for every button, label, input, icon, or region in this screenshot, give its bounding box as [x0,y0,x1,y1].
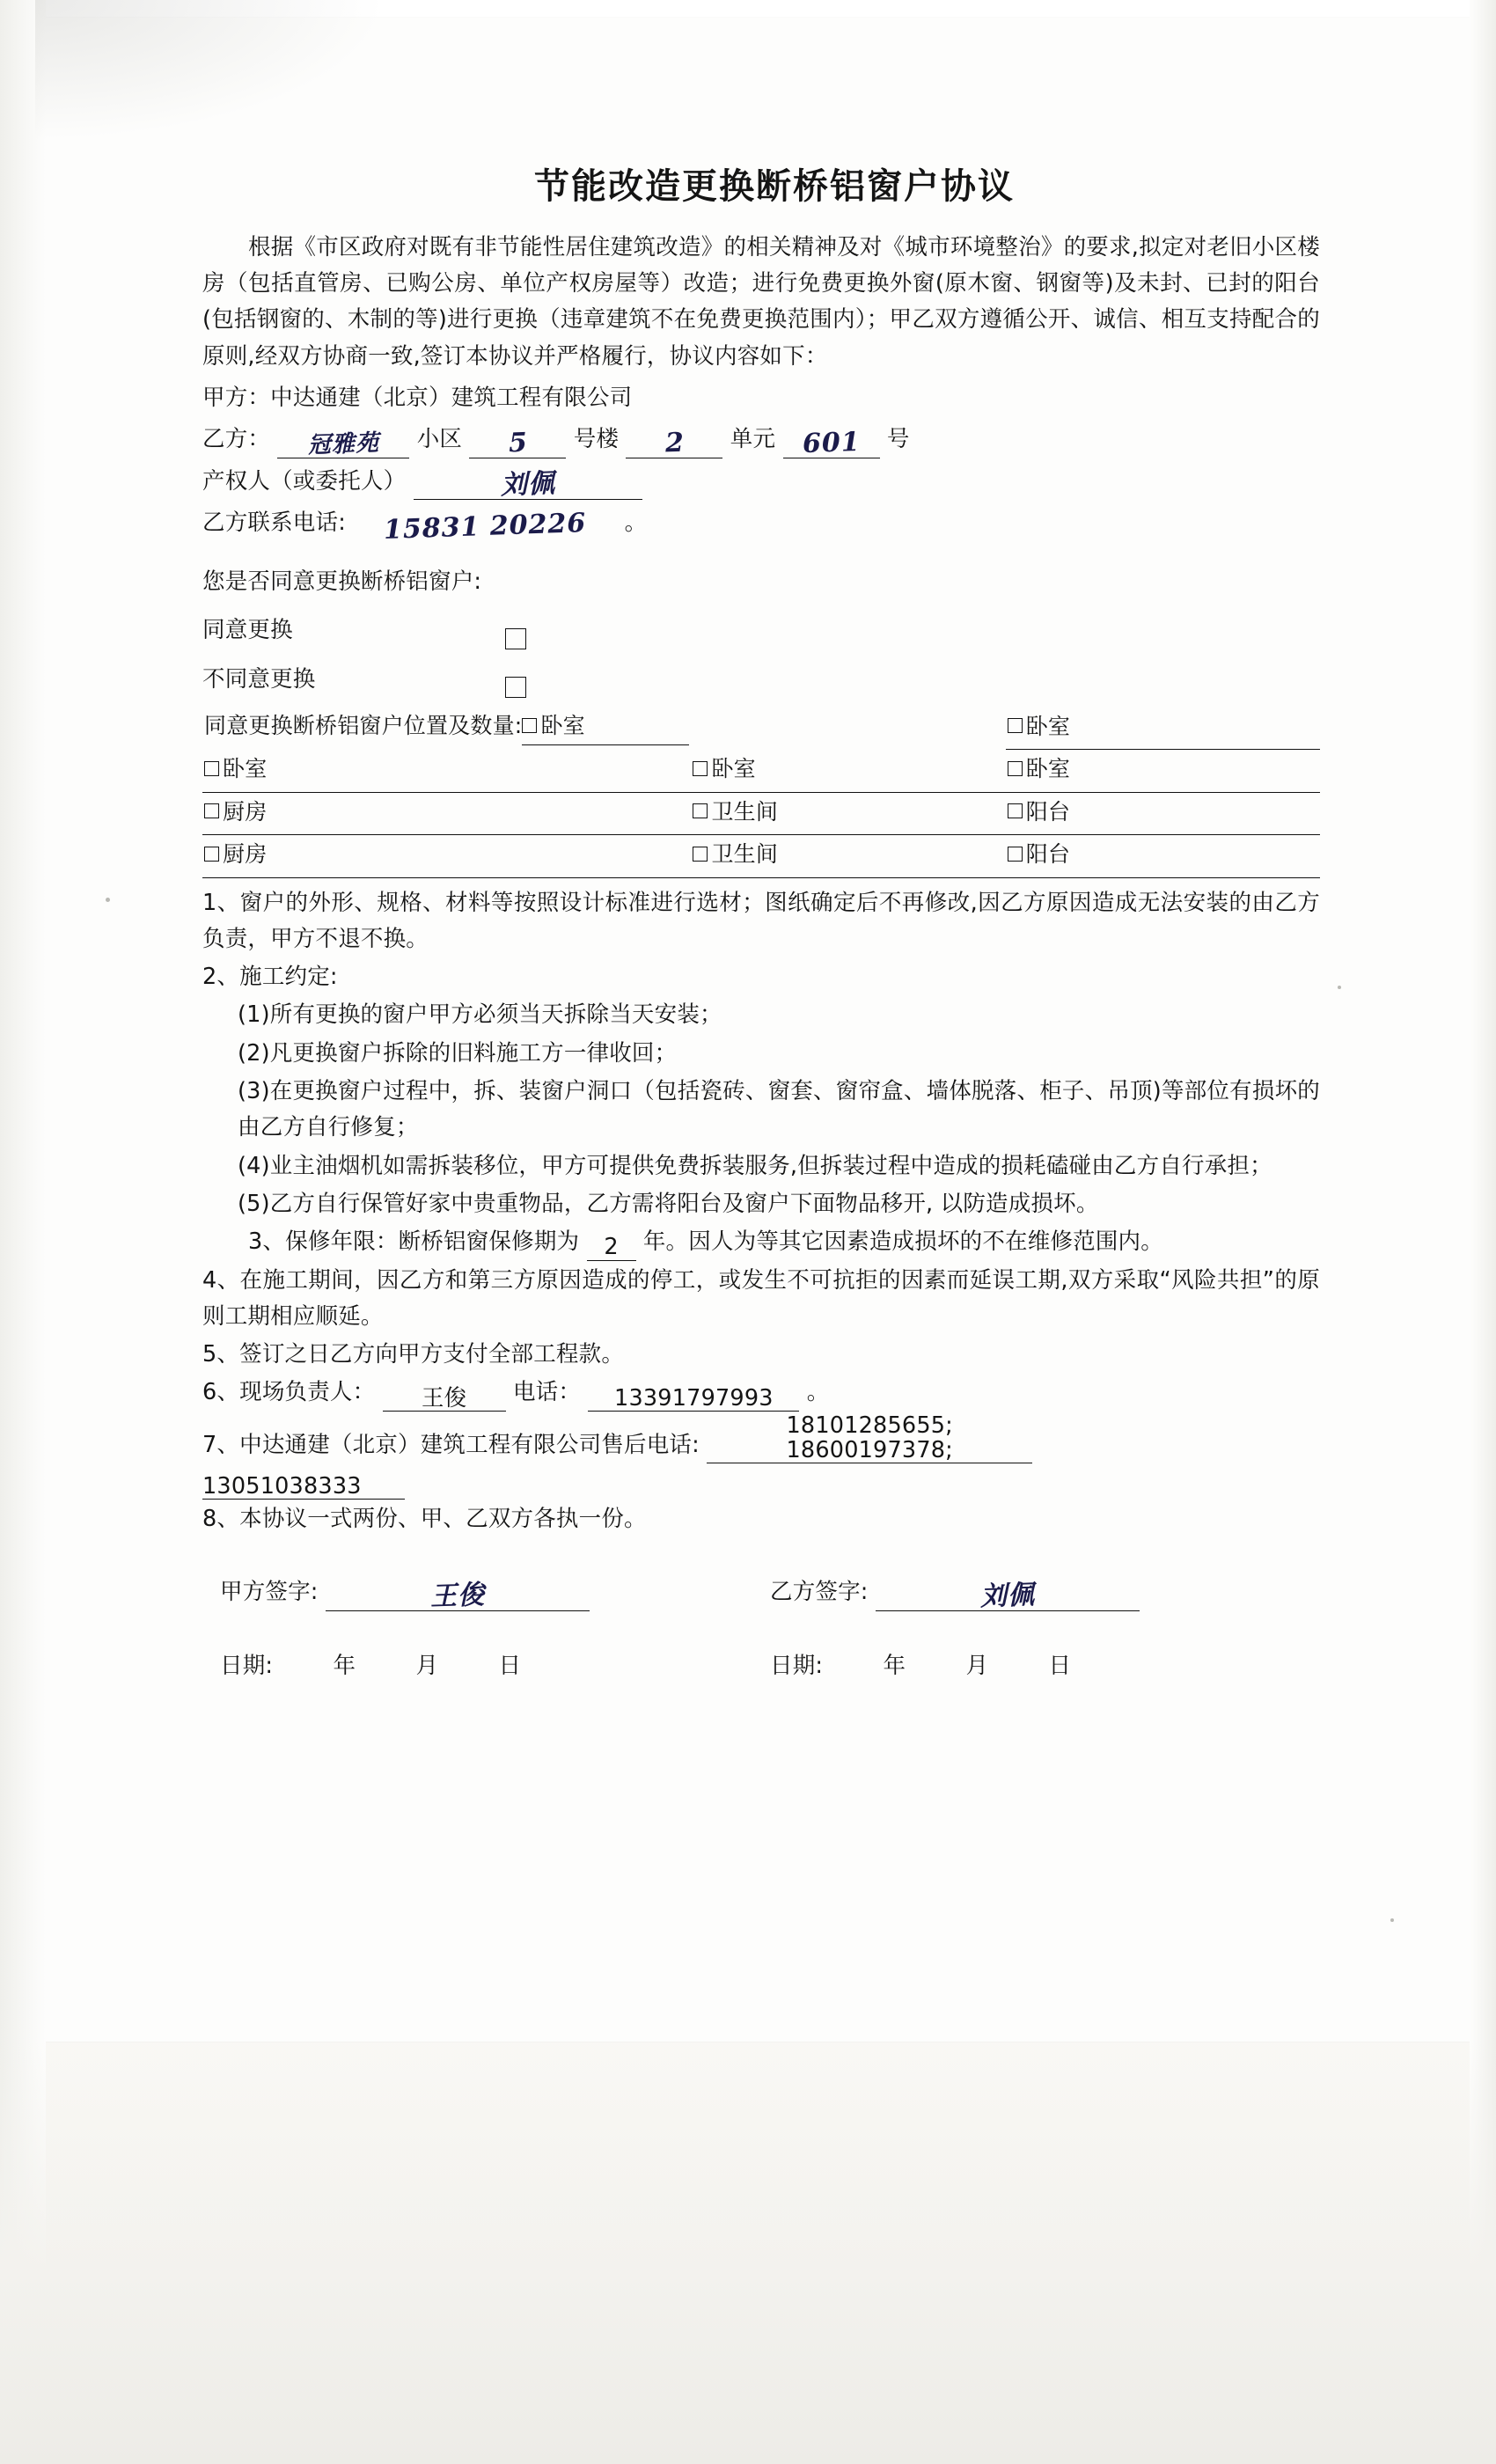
table-row [202,750,1320,793]
phone-line [202,505,1320,546]
room-cell-2-2[interactable]: 阳台 [1006,792,1320,835]
agree-label: 同意更换 [202,617,293,644]
party-b-date-month: 月 [965,1652,989,1679]
checkbox-icon[interactable] [204,803,219,818]
room-field[interactable]: 601 [783,429,880,458]
scan-shadow [35,0,387,141]
site-manager-phone-field[interactable]: 13391797993 [588,1386,799,1412]
clause-2-4: (4)业主油烟机如需拆装移位，甲方可提供免费拆装服务,但拆装过程中造成的损耗磕碰由乙方自行承担； [238,1152,1272,1179]
room-suffix: 号 [886,426,910,453]
clause-8: 8、本协议一式两份、甲、乙双方各执一份。 [202,1506,647,1533]
agree-option-row[interactable] [202,612,1320,649]
owner-line [202,464,1320,500]
warranty-years-field[interactable]: 2 [587,1235,636,1260]
agree-checkbox[interactable] [505,628,526,649]
party-b-line [202,422,1320,458]
clause-2-3: (3)在更换窗户过程中，拆、装窗户洞口（包括瓷砖、窗套、窗帘盒、墙体脱落、柜子、吊顶)等部位有损坏的由乙方自行修复； [238,1078,1320,1141]
party-b-date [770,1648,1320,1684]
party-b-date-year: 年 [883,1652,906,1679]
party-a-date-month: 月 [415,1652,439,1679]
building-field[interactable]: 5 [469,429,566,458]
clause-1: 1、窗户的外形、规格、材料等按照设计标准进行选材；图纸确定后不再修改,因乙方原因造成无法安装的由乙方负责，甲方不退不换。 [202,889,1320,952]
party-a-date-year: 年 [333,1652,356,1679]
checkbox-icon[interactable] [1008,761,1023,776]
date-row [202,1648,1320,1684]
owner-label: 产权人（或委托人） [202,467,407,495]
disagree-checkbox[interactable] [505,677,526,698]
room-cell-3-1[interactable]: 卫生间 [691,835,1005,878]
scan-speck [106,898,110,902]
document-body [202,158,1320,1684]
site-manager-field[interactable]: 王俊 [383,1386,506,1412]
party-b-signature [770,1574,1320,1610]
party-b-sign-label: 乙方签字: [770,1579,869,1606]
party-a-date [220,1648,770,1684]
room-cell-0-2[interactable]: 卧室 [1006,707,1320,750]
clause-3-suffix: 年。因人为等其它因素造成损坏的不在维修范围内。 [642,1228,1163,1256]
clause-4: 4、在施工期间，因乙方和第三方原因造成的停工，或发生不可抗拒的因素而延误工期,双方采取“风险共担”的原则工期相应顺延。 [202,1266,1320,1330]
page-title: 节能改造更换断桥铝窗户协议 [534,166,1015,207]
room-cell-0-0[interactable]: 卧室 [522,708,689,745]
clause-5: 5、签订之日乙方向甲方支付全部工程款。 [202,1341,625,1368]
clause-6-prefix: 6、现场负责人： [202,1379,376,1406]
owner-field[interactable]: 刘佩 [414,470,642,500]
table-row [202,707,1320,750]
party-b-date-day: 日 [1048,1652,1072,1679]
checkbox-icon[interactable] [204,847,219,862]
community-field[interactable]: 冠雅苑 [277,432,409,458]
party-b-sign-field[interactable]: 刘佩 [876,1581,1140,1611]
scan-edge-bottom [0,2042,1496,2464]
clause-6-phone-label: 电话： [512,1379,582,1406]
disagree-label: 不同意更换 [202,665,316,693]
clause-6 [202,1375,1320,1411]
rooms-header-label: 同意更换断桥铝窗户位置及数量: [204,713,523,739]
room-cell-2-1[interactable]: 卫生间 [691,792,1005,835]
unit-field[interactable]: 2 [626,429,722,458]
clause-2-2: (2)凡更换窗户拆除的旧料施工方一律收回； [238,1039,678,1067]
phone-field[interactable]: 15831 20226 [383,508,587,546]
checkbox-icon[interactable] [204,761,219,776]
aftersales-phones-line1[interactable]: 18101285655; 18600197378; [707,1413,1032,1463]
room-cell-1-0[interactable]: 卧室 [202,750,691,793]
table-row [202,792,1320,835]
clause-6-suffix: 。 [806,1379,830,1406]
clause-7-prefix: 7、中达通建（北京）建筑工程有限公司售后电话: [202,1431,700,1458]
building-suffix: 号楼 [573,426,620,453]
room-cell-3-2[interactable]: 阳台 [1006,835,1320,878]
aftersales-phones-line2[interactable]: 13051038333 [202,1474,405,1500]
party-b-label: 乙方： [202,426,271,453]
rooms-header-cell [202,707,691,750]
clause-7 [202,1413,1320,1500]
community-suffix: 小区 [416,426,463,453]
party-b-date-label: 日期: [770,1652,824,1679]
rooms-table [202,707,1320,878]
party-a-date-label: 日期: [220,1652,274,1679]
clause-3-prefix: 3、保修年限：断桥铝窗保修期为 [248,1228,580,1256]
clause-2-1: (1)所有更换的窗户甲方必须当天拆除当天安装； [238,1001,722,1029]
party-a-line: 甲方：中达通建（北京）建筑工程有限公司 [202,384,633,411]
clause-3 [202,1224,1320,1260]
room-cell-0-1 [691,707,1005,750]
checkbox-icon[interactable] [1008,718,1023,733]
room-cell-2-0[interactable]: 厨房 [202,792,691,835]
phone-label: 乙方联系电话: [202,509,346,536]
room-cell-1-2[interactable]: 卧室 [1006,750,1320,793]
question-line: 您是否同意更换断桥铝窗户: [202,568,482,596]
checkbox-icon[interactable] [693,847,708,862]
room-cell-3-0[interactable]: 厨房 [202,835,691,878]
disagree-option-row[interactable] [202,662,1320,698]
phone-suffix: 。 [624,509,648,536]
party-a-date-day: 日 [498,1652,522,1679]
clause-2-5: (5)乙方自行保管好家中贵重物品，乙方需将阳台及窗户下面物品移开, 以防造成损坏。 [238,1190,1099,1217]
scan-speck [1338,986,1341,989]
party-a-sign-field[interactable]: 王俊 [326,1581,590,1611]
intro-paragraph: 根据《市区政府对既有非节能性居住建筑改造》的相关精神及对《城市环境整治》的要求,拟定对老旧小区楼房（包括直管房、已购公房、单位产权房屋等）改造；进行免费更换外窗(原木窗、钢窗等)及未封、已封的阳台(包括钢窗的、木制的等)进行更换（违章建筑不在免费更换范围内）；甲乙双方遵循公开、诚信、相互支持配合的原则,经双方协商一致,签订本协议并严格履行，协议内容如下： [202,233,1320,370]
checkbox-icon[interactable] [693,761,708,776]
checkbox-icon[interactable] [1008,803,1023,818]
signature-row [202,1574,1320,1610]
checkbox-icon[interactable] [693,803,708,818]
checkbox-icon[interactable] [1008,847,1023,862]
unit-suffix: 单元 [730,426,776,453]
checkbox-icon[interactable] [522,718,537,733]
clause-2-title: 2、施工约定: [202,964,338,991]
table-row [202,835,1320,878]
party-a-signature [220,1574,770,1610]
room-cell-1-1[interactable]: 卧室 [691,750,1005,793]
scan-speck [1390,1918,1394,1922]
party-a-sign-label: 甲方签字: [220,1579,319,1606]
